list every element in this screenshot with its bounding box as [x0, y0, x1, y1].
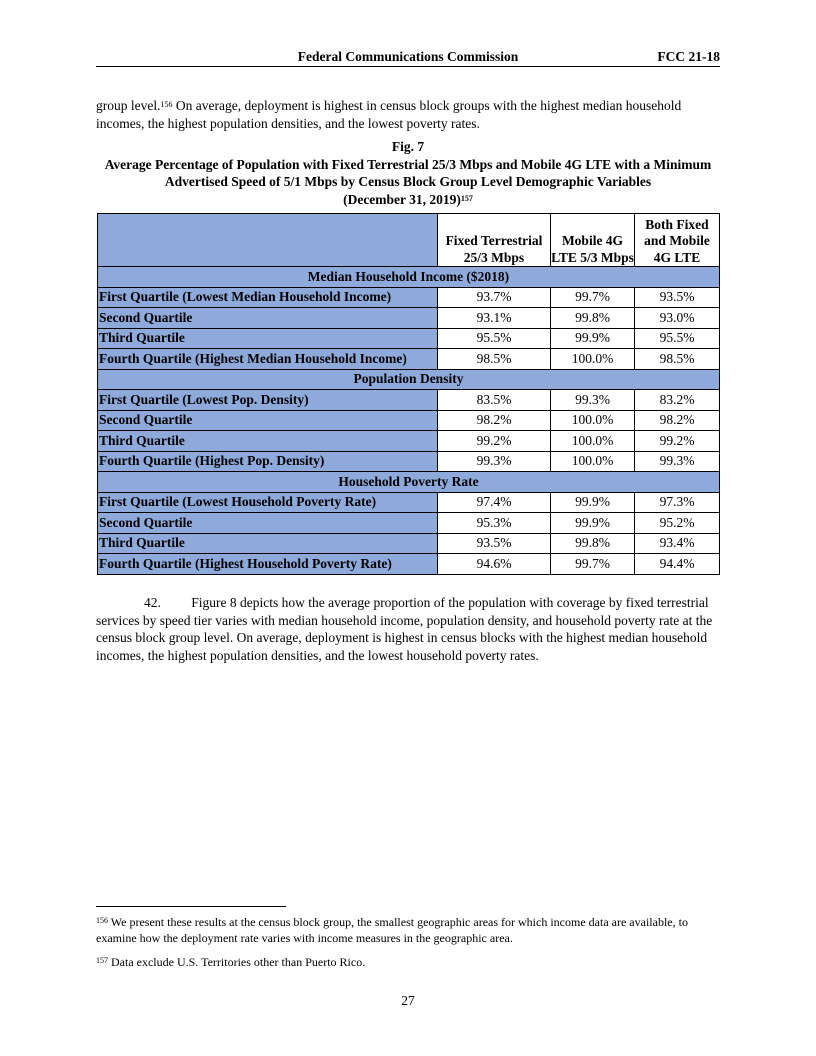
mobile-value: 99.9%	[551, 513, 635, 534]
both-value: 95.2%	[635, 513, 720, 534]
mobile-value: 99.9%	[551, 492, 635, 513]
row-label: First Quartile (Lowest Household Poverty Rate)	[98, 492, 438, 513]
footnote-157	[96, 954, 720, 970]
fixed-value: 83.5%	[438, 390, 551, 411]
table-row	[98, 349, 720, 370]
table-row	[98, 533, 720, 554]
header-doc-id: FCC 21-18	[657, 49, 720, 64]
table-row	[98, 390, 720, 411]
section-row	[98, 267, 720, 288]
mobile-value: 100.0%	[551, 349, 635, 370]
table-row	[98, 410, 720, 431]
row-label: Third Quartile	[98, 328, 438, 349]
row-label: Fourth Quartile (Highest Pop. Density)	[98, 451, 438, 472]
paragraph-number: 42.	[144, 595, 161, 610]
row-label: Second Quartile	[98, 513, 438, 534]
table-row	[98, 328, 720, 349]
paragraph-42-text: Figure 8 depicts how the average proportion of the population with coverage by fixed terrestrial services by speed tier varies with median household income, population density, and household poverty rate at the census block group level. On average, deployment is highest in census blocks with the highest median household incomes, the highest population densities, and the lowest household poverty rates.	[96, 595, 713, 663]
both-value: 94.4%	[635, 554, 720, 575]
row-label: First Quartile (Lowest Pop. Density)	[98, 390, 438, 411]
mobile-value: 99.7%	[551, 287, 635, 308]
both-value: 95.5%	[635, 328, 720, 349]
section-row	[98, 369, 720, 390]
demographics-table	[97, 213, 720, 575]
footnote-156	[96, 914, 720, 946]
section-title: Population Density	[98, 369, 720, 390]
footnote-text: We present these results at the census block group, the smallest geographic areas for which income data are available, to examine how the deployment rate varies with income measures in the geographic area.	[96, 915, 688, 945]
row-label: Second Quartile	[98, 308, 438, 329]
fixed-value: 97.4%	[438, 492, 551, 513]
fixed-value: 98.5%	[438, 349, 551, 370]
figure-label: Fig. 7	[391, 139, 425, 154]
footnote-number: 156	[96, 916, 108, 925]
fixed-value: 95.5%	[438, 328, 551, 349]
table-row	[98, 492, 720, 513]
figure-caption: Average Percentage of Population with Fixed Terrestrial 25/3 Mbps and Mobile 4G LTE with a Minimum Advertised Speed of 5/1 Mbps by Census Block Group Level Demographic Variables	[104, 156, 712, 189]
fixed-value: 98.2%	[438, 410, 551, 431]
mobile-value: 100.0%	[551, 451, 635, 472]
fixed-value: 93.5%	[438, 533, 551, 554]
table-header-row	[98, 214, 720, 267]
intro-paragraph	[96, 97, 720, 132]
both-value: 99.2%	[635, 431, 720, 452]
intro-text-2: On average, deployment is highest in census block groups with the highest median household incomes, the highest population densities, and the lowest poverty rates.	[96, 98, 682, 131]
both-value: 93.0%	[635, 308, 720, 329]
footnote-ref-156[interactable]: 156	[160, 100, 173, 109]
both-value: 98.2%	[635, 410, 720, 431]
table-body	[98, 267, 720, 575]
mobile-value: 100.0%	[551, 431, 635, 452]
footnote-divider	[96, 906, 286, 907]
figure-date-line	[96, 191, 720, 209]
table-row	[98, 431, 720, 452]
both-value: 93.5%	[635, 287, 720, 308]
section-title: Household Poverty Rate	[98, 472, 720, 493]
mobile-value: 99.8%	[551, 533, 635, 554]
fixed-value: 93.1%	[438, 308, 551, 329]
table-row	[98, 287, 720, 308]
col-both-header: Both Fixed and Mobile 4G LTE	[635, 214, 720, 267]
footnote-ref-157[interactable]: 157	[460, 193, 473, 203]
both-value: 83.2%	[635, 390, 720, 411]
figure-title	[96, 138, 720, 208]
both-value: 99.3%	[635, 451, 720, 472]
intro-text: group level.	[96, 98, 161, 113]
mobile-value: 100.0%	[551, 410, 635, 431]
row-label: Third Quartile	[98, 533, 438, 554]
figure-date: (December 31, 2019)	[343, 191, 461, 207]
fixed-value: 93.7%	[438, 287, 551, 308]
row-label: Fourth Quartile (Highest Household Poverty Rate)	[98, 554, 438, 575]
col-fixed-header: Fixed Terrestrial 25/3 Mbps	[438, 214, 551, 267]
row-label: Third Quartile	[98, 431, 438, 452]
table-row	[98, 554, 720, 575]
table-row	[98, 451, 720, 472]
table-row	[98, 308, 720, 329]
table-row	[98, 513, 720, 534]
row-label: Fourth Quartile (Highest Median Household Income)	[98, 349, 438, 370]
footnote-text: Data exclude U.S. Territories other than Puerto Rico.	[108, 955, 366, 969]
both-value: 98.5%	[635, 349, 720, 370]
col-mobile-header: Mobile 4G LTE 5/3 Mbps	[551, 214, 635, 267]
mobile-value: 99.9%	[551, 328, 635, 349]
header-blank	[98, 214, 438, 267]
page-header	[96, 48, 720, 67]
fixed-value: 99.2%	[438, 431, 551, 452]
mobile-value: 99.3%	[551, 390, 635, 411]
fixed-value: 99.3%	[438, 451, 551, 472]
section-row	[98, 472, 720, 493]
page-number: 27	[401, 993, 415, 1008]
mobile-value: 99.7%	[551, 554, 635, 575]
section-title: Median Household Income ($2018)	[98, 267, 720, 288]
paragraph-42	[96, 594, 720, 664]
header-title: Federal Communications Commission	[297, 49, 519, 64]
both-value: 97.3%	[635, 492, 720, 513]
footnote-number: 157	[96, 956, 108, 965]
fixed-value: 95.3%	[438, 513, 551, 534]
both-value: 93.4%	[635, 533, 720, 554]
fixed-value: 94.6%	[438, 554, 551, 575]
mobile-value: 99.8%	[551, 308, 635, 329]
row-label: First Quartile (Lowest Median Household Income)	[98, 287, 438, 308]
row-label: Second Quartile	[98, 410, 438, 431]
